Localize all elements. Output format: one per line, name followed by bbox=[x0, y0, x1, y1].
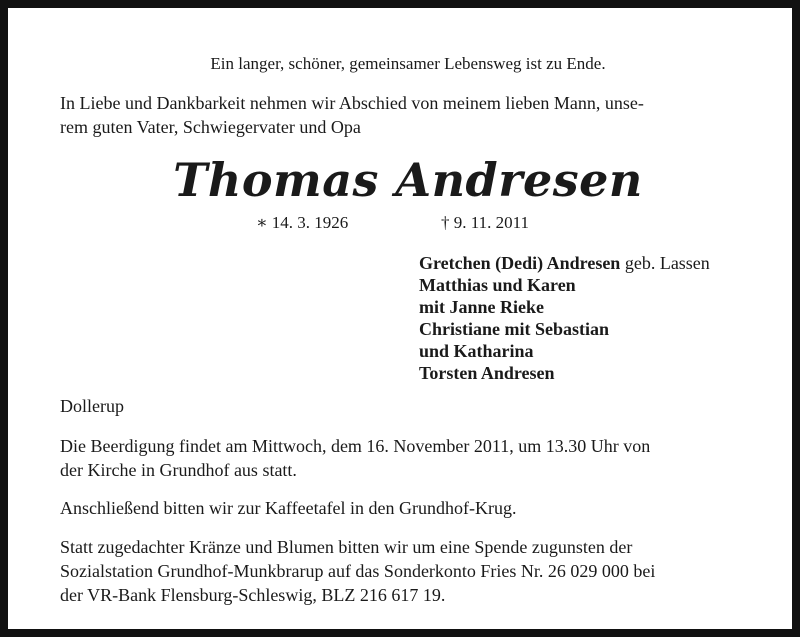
intro-line-1: In Liebe und Dankbarkeit nehmen wir Abschied von meinem lieben Mann, unse- bbox=[60, 93, 644, 113]
deceased-name: Thomas Andresen bbox=[173, 153, 643, 207]
reception-note: Anschließend bitten wir zur Kaffeetafel in den Grundhof-Krug. bbox=[60, 498, 517, 518]
motto: Ein langer, schöner, gemeinsamer Lebensweg ist zu Ende. bbox=[210, 54, 606, 73]
mourner-line-4: Christiane mit Sebastian bbox=[419, 319, 610, 339]
funeral-line-2: der Kirche in Grundhof aus statt. bbox=[60, 460, 297, 480]
mourner-line-3: mit Janne Rieke bbox=[419, 297, 544, 317]
maiden-name: geb. Lassen bbox=[620, 253, 710, 273]
mourner-line-6: Torsten Andresen bbox=[419, 363, 555, 383]
intro-line-2: rem guten Vater, Schwiegervater und Opa bbox=[60, 117, 361, 137]
donation-line-1: Statt zugedachter Kränze und Blumen bitten wir um eine Spende zugunsten der bbox=[60, 537, 633, 557]
mourner-line-1 bbox=[419, 251, 710, 275]
funeral-line-1: Die Beerdigung findet am Mittwoch, dem 16. November 2011, um 13.30 Uhr von bbox=[60, 436, 651, 456]
place: Dollerup bbox=[60, 396, 124, 416]
birth-date: ∗ 14. 3. 1926 bbox=[256, 213, 349, 232]
donation-line-2: Sozialstation Grundhof-Munkbrarup auf das Sonderkonto Fries Nr. 26 029 000 bei bbox=[60, 561, 656, 581]
mourner-name: Gretchen (Dedi) Andresen bbox=[419, 253, 621, 273]
mourner-line-5: und Katharina bbox=[419, 341, 534, 361]
mourner-line-2: Matthias und Karen bbox=[419, 275, 576, 295]
donation-line-3: der VR-Bank Flensburg-Schleswig, BLZ 216 617 19. bbox=[60, 585, 446, 605]
death-date: † 9. 11. 2011 bbox=[441, 213, 529, 232]
